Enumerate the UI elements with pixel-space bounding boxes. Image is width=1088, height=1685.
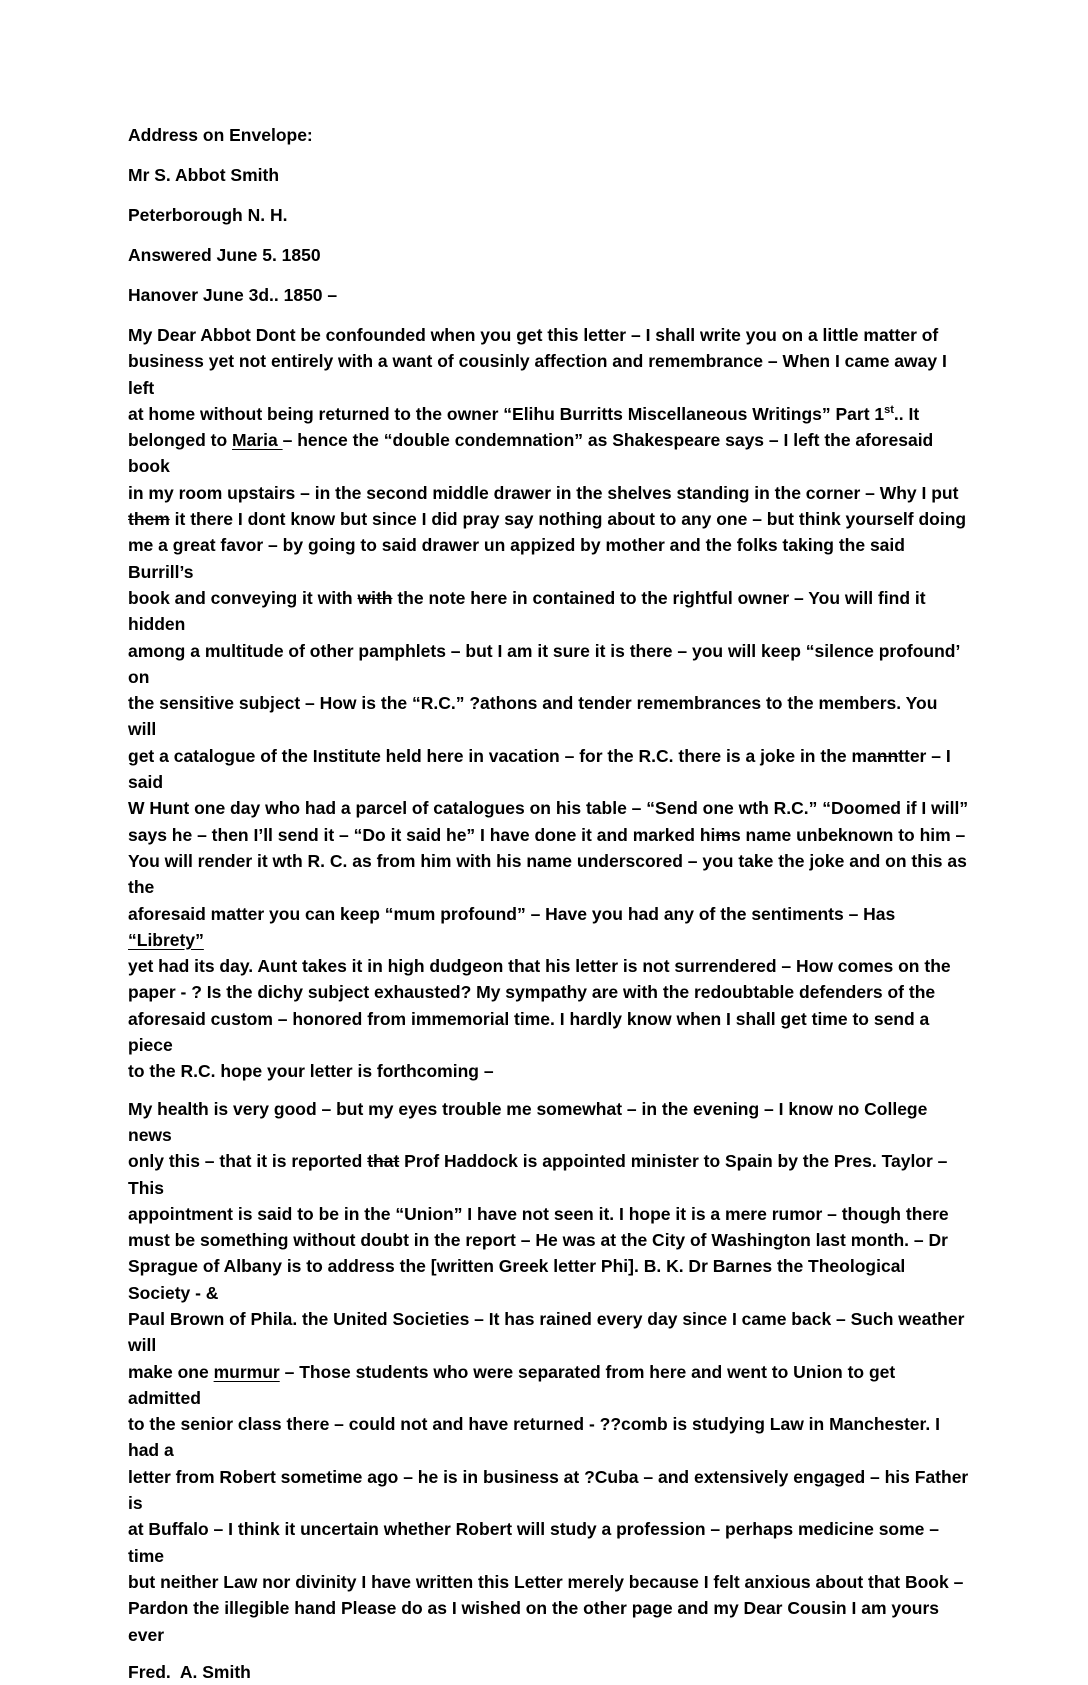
text-run: must be something without doubt in the report – He was at the City of Washington last month. – Dr xyxy=(128,1230,948,1251)
text-run-underline: murmur xyxy=(213,1361,280,1382)
letter-line xyxy=(128,1464,974,1517)
letter-line xyxy=(128,427,970,480)
header-line: Hanover June 3d.. 1850 – xyxy=(128,285,338,305)
text-run: the note here in contained to the rightful owner – You will find it hidden xyxy=(128,587,931,635)
text-run: aforesaid custom – honored from immemorial time. I hardly know when I shall get time to send a piece xyxy=(128,1008,935,1056)
signature: Fred. A. Smith xyxy=(128,1661,251,1682)
letter-line xyxy=(128,1096,970,1149)
letter-line xyxy=(128,1058,970,1084)
letter-line xyxy=(128,743,970,796)
letter-line xyxy=(128,1516,970,1569)
text-run: – hence the “double condemnation” as Shakespeare says – I left the aforesaid book xyxy=(128,430,939,477)
letter-line xyxy=(128,848,970,901)
paragraph xyxy=(128,1096,974,1648)
letter-line xyxy=(128,1253,970,1306)
text-run: appointment is said to be in the “Union” I have not seen it. I hope it is a mere rumor – though there xyxy=(128,1203,949,1224)
letter-line xyxy=(128,532,970,585)
text-run: only this – that it is reported xyxy=(128,1151,368,1172)
text-run: Prof Haddock is appointed minister to Spain by the Pres. Taylor – This xyxy=(128,1151,953,1198)
letter-line xyxy=(128,1148,970,1201)
letter-line xyxy=(128,638,970,691)
text-run: s name unbeknown to him – xyxy=(730,824,966,845)
letter-header xyxy=(128,122,970,308)
letter-line xyxy=(128,1227,970,1253)
text-run: at Buffalo – I think it uncertain whether Robert will study a profession – perhaps medicine some – time xyxy=(128,1519,944,1566)
text-run: in my room upstairs – in the second middle drawer in the shelves standing in the corner – Why I put xyxy=(128,482,959,503)
letter-line xyxy=(128,506,970,532)
text-run-strike: nn xyxy=(876,745,899,766)
text-run-strike: them xyxy=(128,509,170,530)
text-run: among a multitude of other pamphlets – but I am it sure it is there – you will keep “silence profound’ on xyxy=(128,640,965,687)
text-run-underline: “Librety” xyxy=(128,929,204,950)
text-run: make one xyxy=(128,1361,214,1382)
text-run: at home without being returned to the owner “Elihu Burritts Miscellaneous Writings” Part 1 xyxy=(128,403,885,424)
letter-line xyxy=(128,1201,970,1227)
text-run: me a great favor – by going to said drawer un appized by mother and the folks taking the said Burrill’s xyxy=(128,535,910,582)
text-run-strike: m xyxy=(715,824,731,845)
text-run: Paul Brown of Phila. the United Societies – It has rained every day since I came back – Such weather will xyxy=(128,1308,970,1356)
letter-line xyxy=(128,953,970,979)
text-run: .. It xyxy=(893,403,920,424)
text-run: My Dear Abbot Dont be confounded when you get this letter – I shall write you on a little matter of xyxy=(128,325,939,345)
text-run: – Those students who were separated from here and went to Union to get admitted xyxy=(128,1361,901,1408)
text-run-sup: st xyxy=(884,404,894,417)
letter-line xyxy=(128,1006,970,1059)
text-run: paper - ? Is the dichy subject exhausted? My sympathy are with the redoubtable defenders of the xyxy=(128,982,936,1003)
letter-line xyxy=(128,348,970,401)
letter-line xyxy=(128,1359,970,1412)
letter-line xyxy=(128,795,970,821)
letter-line xyxy=(128,401,970,427)
text-run: to the R.C. hope your letter is forthcoming – xyxy=(128,1061,494,1082)
text-run: Pardon the illegible hand Please do as I wished on the other page and my Dear Cousin I am yours ever xyxy=(128,1598,944,1645)
letter-line xyxy=(128,1595,970,1648)
letter-line xyxy=(128,979,970,1005)
letter-line xyxy=(128,585,970,638)
text-run: W Hunt one day who had a parcel of catalogues on his table – “Send one wth R.C.” “Doomed if I will” xyxy=(128,798,969,819)
text-run-underline: Maria xyxy=(232,430,283,451)
paragraph xyxy=(128,322,970,1085)
header-line: Address on Envelope: xyxy=(128,125,313,145)
header-line: Peterborough N. H. xyxy=(128,205,288,225)
text-run: tter – I said xyxy=(128,745,956,793)
text-run: it there I dont know but since I did pray say nothing about to any one – but think yourself doing xyxy=(169,509,967,530)
text-run: book and conveying it with xyxy=(128,587,358,608)
header-line: Answered June 5. 1850 xyxy=(128,245,321,265)
letter-line xyxy=(128,690,970,743)
letter-line xyxy=(128,1411,970,1464)
text-run: letter from Robert sometime ago – he is in business at ?Cuba – and extensively engaged – his Father is xyxy=(128,1466,974,1514)
letter-line xyxy=(128,822,970,848)
header-line: Mr S. Abbot Smith xyxy=(128,165,280,185)
text-run: business yet not entirely with a want of cousinly affection and remembrance – When I came away I left xyxy=(128,351,952,398)
text-run: yet had its day. Aunt takes it in high dudgeon that his letter is not surrendered – How comes on the xyxy=(128,956,951,977)
text-run: says he – then I’ll send it – “Do it said he” I have done it and marked hi xyxy=(128,824,716,845)
text-run-strike: with xyxy=(357,587,393,608)
text-run: but neither Law nor divinity I have written this Letter merely because I felt anxious about that Book – xyxy=(128,1571,964,1592)
text-run: get a catalogue of the Institute held here in vacation – for the R.C. there is a joke in the ma xyxy=(128,745,877,766)
text-run: to the senior class there – could not and have returned - ??comb is studying Law in Manchester. I had a xyxy=(128,1414,945,1461)
letter-line xyxy=(128,1569,970,1595)
text-run: aforesaid matter you can keep “mum profound” – Have you had any of the sentiments – Has xyxy=(128,903,901,924)
text-run: My health is very good – but my eyes trouble me somewhat – in the evening – I know no College news xyxy=(128,1098,933,1145)
letter-line xyxy=(128,901,970,954)
letter-line xyxy=(128,480,970,506)
text-run-strike: that xyxy=(367,1151,400,1172)
letter-body xyxy=(128,322,974,1648)
text-run: belonged to xyxy=(128,430,233,451)
text-run: You will render it wth R. C. as from him with his name underscored – you take the joke and on this as the xyxy=(128,850,972,898)
text-run: the sensitive subject – How is the “R.C.” ?athons and tender remembrances to the members. You will xyxy=(128,693,943,740)
text-run: Sprague of Albany is to address the [written Greek letter Phi]. B. K. Dr Barnes the Theological Society - & xyxy=(128,1256,911,1303)
letter-line xyxy=(128,1306,970,1359)
letter-line xyxy=(128,322,970,348)
